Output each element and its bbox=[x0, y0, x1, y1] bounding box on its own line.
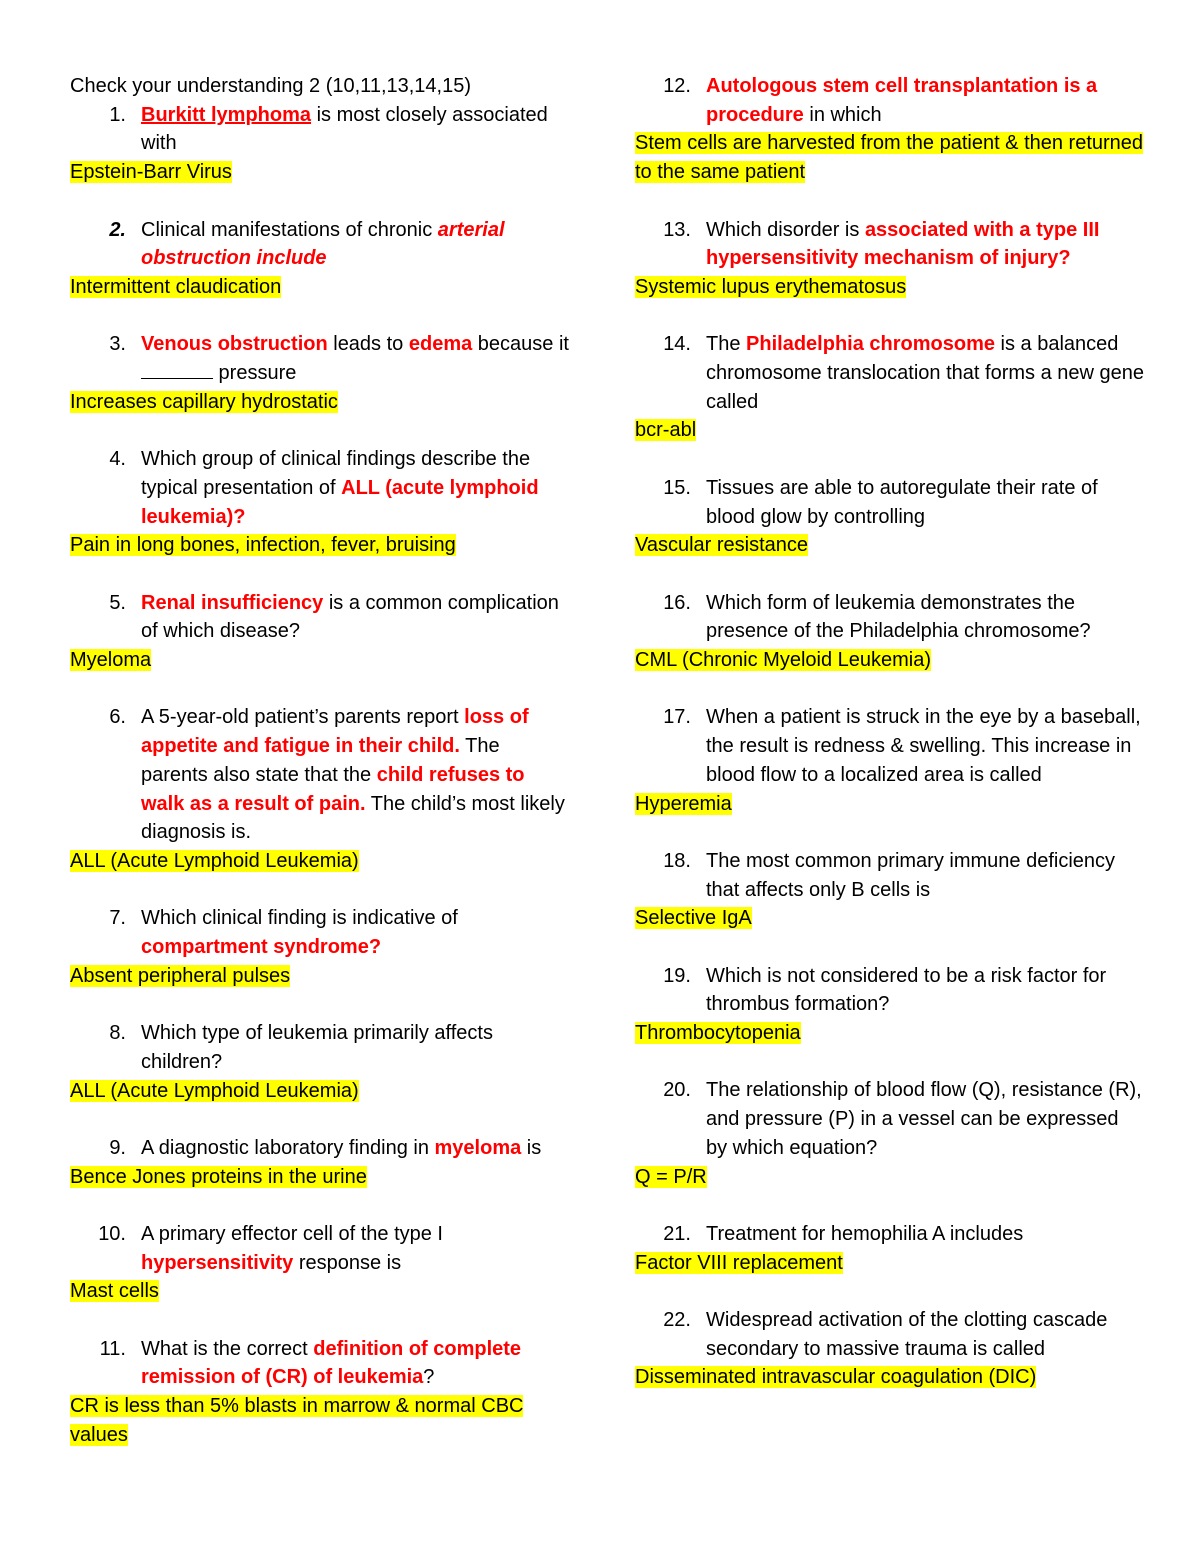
highlighted-keyword: compartment syndrome? bbox=[141, 936, 382, 958]
question-item bbox=[635, 72, 1145, 187]
question-text bbox=[635, 1220, 1145, 1249]
answer bbox=[70, 1392, 570, 1449]
highlighted-keyword: definition of complete remission of (CR) of leukemia bbox=[141, 1337, 522, 1389]
question-segment: Which group of clinical findings describe the typical presentation of bbox=[141, 448, 531, 499]
question-text bbox=[635, 474, 1145, 531]
answer-text: Myeloma bbox=[70, 649, 152, 671]
question-text bbox=[70, 445, 570, 531]
question-item bbox=[70, 703, 570, 875]
question-number: 14. bbox=[663, 333, 691, 356]
question-segment: The most common primary immune deficiency that affects only B cells is bbox=[706, 849, 1116, 901]
question-number: 10. bbox=[98, 1222, 126, 1245]
question-number: 19. bbox=[663, 964, 691, 987]
question-segment: response is bbox=[293, 1251, 402, 1274]
answer bbox=[70, 1277, 570, 1306]
question-text bbox=[70, 904, 570, 961]
question-text bbox=[70, 1134, 570, 1163]
question-number: 11. bbox=[99, 1337, 126, 1360]
answer bbox=[635, 646, 1145, 675]
question-number: 7. bbox=[109, 907, 126, 930]
question-segment: The child’s most likely diagnosis is. bbox=[141, 792, 565, 844]
answer bbox=[70, 1163, 570, 1192]
question-number: 17. bbox=[663, 706, 691, 729]
answer bbox=[70, 1077, 570, 1106]
question-text bbox=[635, 589, 1145, 646]
answer-text: Systemic lupus erythematosus bbox=[635, 275, 907, 298]
question-segment: A primary effector cell of the type I bbox=[141, 1222, 443, 1245]
answer bbox=[635, 1249, 1145, 1278]
answer bbox=[635, 1163, 1145, 1192]
answer bbox=[70, 847, 570, 876]
question-text bbox=[70, 101, 570, 158]
question-segment: Tissues are able to autoregulate their rate of blood glow by controlling bbox=[706, 476, 1098, 528]
question-segment: in which bbox=[803, 103, 882, 126]
question-number: 16. bbox=[663, 591, 691, 614]
question-item bbox=[635, 1076, 1145, 1191]
answer bbox=[70, 646, 570, 675]
question-segment: Which is not considered to be a risk factor for thrombus formation? bbox=[706, 964, 1107, 1016]
answer bbox=[635, 273, 1145, 302]
question-text bbox=[70, 703, 570, 847]
question-text bbox=[635, 962, 1145, 1019]
question-number: 3. bbox=[109, 333, 126, 356]
question-segment: is a common complication of which disease? bbox=[141, 591, 559, 643]
answer-text: Mast cells bbox=[70, 1280, 159, 1303]
answer-text: bcr-abl bbox=[635, 419, 697, 442]
question-segment: is most closely associated with bbox=[141, 103, 548, 155]
question-text bbox=[70, 216, 570, 273]
answer-text: Q = P/R bbox=[635, 1165, 707, 1188]
answer-text: Absent peripheral pulses bbox=[70, 964, 291, 987]
answer-text: ALL (Acute Lymphoid Leukemia) bbox=[70, 849, 359, 872]
question-number: 21. bbox=[663, 1222, 691, 1245]
answer-text: Hyperemia bbox=[635, 792, 732, 815]
answer bbox=[70, 158, 570, 187]
question-item bbox=[70, 216, 570, 302]
highlighted-keyword: edema bbox=[408, 333, 473, 356]
question-segment: Which disorder is bbox=[706, 218, 865, 241]
answer-text: Thrombocytopenia bbox=[635, 1022, 801, 1045]
question-segment: leads to bbox=[327, 333, 409, 356]
question-item bbox=[70, 330, 570, 416]
question-item bbox=[70, 101, 570, 187]
answer bbox=[70, 962, 570, 991]
question-item bbox=[635, 847, 1145, 933]
question-item bbox=[70, 904, 570, 990]
question-segment: The parents also state that the bbox=[141, 735, 500, 786]
left-column bbox=[70, 72, 570, 1478]
question-list-left bbox=[70, 101, 570, 1450]
question-segment: Widespread activation of the clotting cascade secondary to massive trauma is called bbox=[706, 1309, 1108, 1360]
answer-text: CML (Chronic Myeloid Leukemia) bbox=[635, 649, 932, 671]
answer bbox=[70, 531, 570, 560]
question-item bbox=[635, 1220, 1145, 1277]
question-text bbox=[635, 703, 1145, 789]
highlighted-keyword: Autologous stem cell transplantation is a procedure bbox=[706, 75, 1098, 126]
highlighted-keyword: myeloma bbox=[434, 1136, 522, 1159]
question-item bbox=[70, 1220, 570, 1306]
answer bbox=[70, 273, 570, 302]
question-segment: because it bbox=[472, 333, 569, 356]
highlighted-keyword: arterial obstruction include bbox=[141, 218, 505, 270]
question-number: 4. bbox=[109, 448, 126, 471]
question-number: 18. bbox=[663, 849, 691, 872]
question-item bbox=[70, 1134, 570, 1191]
answer-text: Pain in long bones, infection, fever, bruising bbox=[70, 534, 456, 557]
answer bbox=[635, 1019, 1145, 1048]
question-segment: ? bbox=[423, 1366, 435, 1389]
question-number: 8. bbox=[109, 1022, 126, 1045]
question-text bbox=[635, 847, 1145, 904]
question-item bbox=[635, 216, 1145, 302]
question-number: 20. bbox=[663, 1079, 691, 1102]
question-text bbox=[70, 1019, 570, 1076]
question-number: 22. bbox=[663, 1309, 691, 1332]
question-number: 12. bbox=[663, 75, 691, 97]
question-number: 15. bbox=[663, 476, 691, 499]
answer-text: Vascular resistance bbox=[635, 534, 809, 557]
question-text bbox=[635, 1306, 1145, 1363]
highlighted-keyword: associated with a type III hypersensitivity mechanism of injury? bbox=[706, 218, 1100, 270]
question-item bbox=[635, 330, 1145, 445]
answer-text: Selective IgA bbox=[635, 907, 752, 930]
answer-text: Intermittent claudication bbox=[70, 275, 282, 298]
question-text bbox=[635, 330, 1145, 416]
question-text bbox=[70, 1220, 570, 1277]
question-text bbox=[635, 1076, 1145, 1162]
answer-text: ALL (Acute Lymphoid Leukemia) bbox=[70, 1079, 359, 1102]
answer bbox=[635, 904, 1145, 933]
question-item bbox=[70, 1019, 570, 1105]
question-number: 5. bbox=[109, 591, 126, 614]
question-number: 9. bbox=[109, 1136, 126, 1159]
document-title: Check your understanding 2 (10,11,13,14,15) bbox=[70, 75, 472, 97]
question-text bbox=[635, 216, 1145, 273]
question-segment: Which clinical finding is indicative of bbox=[141, 907, 458, 930]
question-text bbox=[70, 1335, 570, 1392]
question-number: 13. bbox=[663, 218, 691, 241]
answer-text: Epstein-Barr Virus bbox=[70, 161, 232, 184]
highlighted-keyword: Venous obstruction bbox=[141, 333, 328, 356]
question-text bbox=[70, 589, 570, 646]
answer bbox=[635, 129, 1145, 186]
answer-text: Factor VIII replacement bbox=[635, 1251, 843, 1274]
answer-text: Stem cells are harvested from the patient & then returned to the same patient bbox=[635, 132, 1144, 184]
question-segment: Which type of leukemia primarily affects children? bbox=[141, 1022, 493, 1073]
question-segment: The bbox=[706, 333, 747, 356]
answer bbox=[635, 790, 1145, 819]
highlighted-keyword: loss of appetite and fatigue in their child. bbox=[141, 706, 529, 758]
answer bbox=[635, 531, 1145, 560]
question-segment: is bbox=[521, 1136, 542, 1159]
question-segment: Which form of leukemia demonstrates the presence of the Philadelphia chromosome? bbox=[706, 591, 1091, 643]
answer-text: CR is less than 5% blasts in marrow & normal CBC values bbox=[70, 1395, 524, 1446]
answer bbox=[70, 388, 570, 417]
right-column bbox=[635, 72, 1145, 1421]
question-item bbox=[635, 589, 1145, 675]
question-item bbox=[70, 589, 570, 675]
question-item bbox=[635, 962, 1145, 1048]
question-item bbox=[635, 703, 1145, 818]
question-segment: When a patient is struck in the eye by a baseball, the result is redness & swelling. This increase in blood flow to a localized area is called bbox=[706, 706, 1141, 786]
highlighted-keyword: Burkitt lymphoma bbox=[141, 103, 312, 126]
question-text bbox=[70, 330, 570, 387]
answer-text: Bence Jones proteins in the urine bbox=[70, 1165, 367, 1188]
answer bbox=[635, 416, 1145, 445]
question-item bbox=[635, 474, 1145, 560]
highlighted-keyword: Philadelphia chromosome bbox=[746, 333, 995, 356]
highlighted-keyword: Renal insufficiency bbox=[141, 591, 324, 614]
question-segment: The relationship of blood flow (Q), resistance (R), and pressure (P) in a vessel can be expressed by which equation? bbox=[706, 1079, 1142, 1159]
answer-text: Disseminated intravascular coagulation (DIC) bbox=[635, 1366, 1037, 1389]
question-segment: A diagnostic laboratory finding in bbox=[141, 1136, 435, 1159]
question-number: 1. bbox=[109, 103, 126, 126]
question-segment: is a balanced chromosome translocation that forms a new gene called bbox=[706, 333, 1144, 413]
question-item bbox=[70, 445, 570, 560]
question-number: 6. bbox=[109, 706, 126, 729]
question-segment: A 5-year-old patient’s parents report bbox=[141, 706, 465, 729]
question-item bbox=[70, 1335, 570, 1450]
question-segment: Treatment for hemophilia A includes bbox=[706, 1222, 1024, 1245]
question-segment: What is the correct bbox=[141, 1337, 314, 1360]
question-segment: Clinical manifestations of chronic bbox=[141, 218, 438, 241]
question-list-right bbox=[635, 72, 1145, 1392]
question-text bbox=[635, 72, 1145, 129]
question-number: 2. bbox=[109, 218, 126, 241]
question-segment: pressure bbox=[213, 362, 297, 384]
answer bbox=[635, 1363, 1145, 1392]
fill-in-blank bbox=[141, 362, 213, 379]
highlighted-keyword: child refuses to walk as a result of pain. bbox=[141, 763, 525, 815]
question-item bbox=[635, 1306, 1145, 1392]
answer-text: Increases capillary hydrostatic bbox=[70, 390, 338, 413]
highlighted-keyword: ALL (acute lymphoid leukemia)? bbox=[141, 476, 539, 528]
highlighted-keyword: hypersensitivity bbox=[141, 1251, 294, 1274]
